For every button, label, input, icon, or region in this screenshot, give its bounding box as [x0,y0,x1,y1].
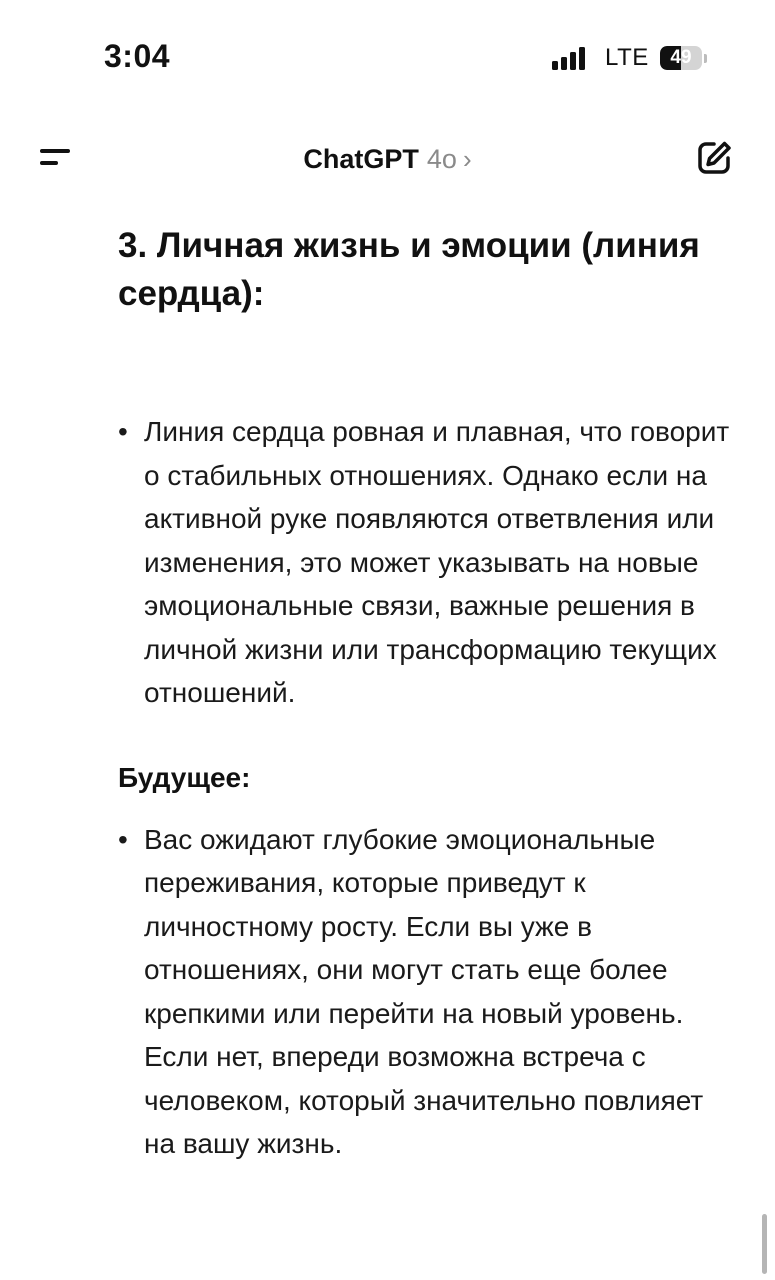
battery-icon [660,46,708,70]
battery-level: 49 [670,47,692,68]
list-item: • Вас ожидают глубокие эмоциональные переживания, которые приведут к личностному росту. Если вы уже в отношениях, они могут стать еще более крепкими или перейти на новый уровень. Если нет, впереди возможна встреча с человеком, который значительно повлияет на вашу жизнь. [118,818,738,1166]
cellular-signal-icon [552,46,585,70]
network-type: LTE [605,44,649,71]
bullet-list [118,410,738,715]
assistant-message [118,222,738,1166]
status-time: 3:04 [104,38,171,74]
app-title: ChatGPT [303,144,419,174]
status-bar [0,0,775,110]
model-selector[interactable] [0,144,775,175]
nav-bar [0,110,775,210]
subheading: Будущее: [118,761,251,793]
section-heading: 3. Личная жизнь и эмоции (линия сердца): [118,226,700,313]
chevron-right-icon: › [462,144,472,174]
list-item: • Линия сердца ровная и плавная, что говорит о стабильных отношениях. Однако если на активной руке появляются ответвления или изменения, это может указывать на новые эмоциональные связи, важные решения в личной жизни или трансформацию текущих отношений. [118,410,738,715]
bullet-list [118,818,738,1166]
new-chat-button[interactable] [694,138,740,184]
compose-icon [694,138,734,178]
model-name: 4o [426,144,457,174]
scrollbar[interactable] [762,1214,767,1274]
